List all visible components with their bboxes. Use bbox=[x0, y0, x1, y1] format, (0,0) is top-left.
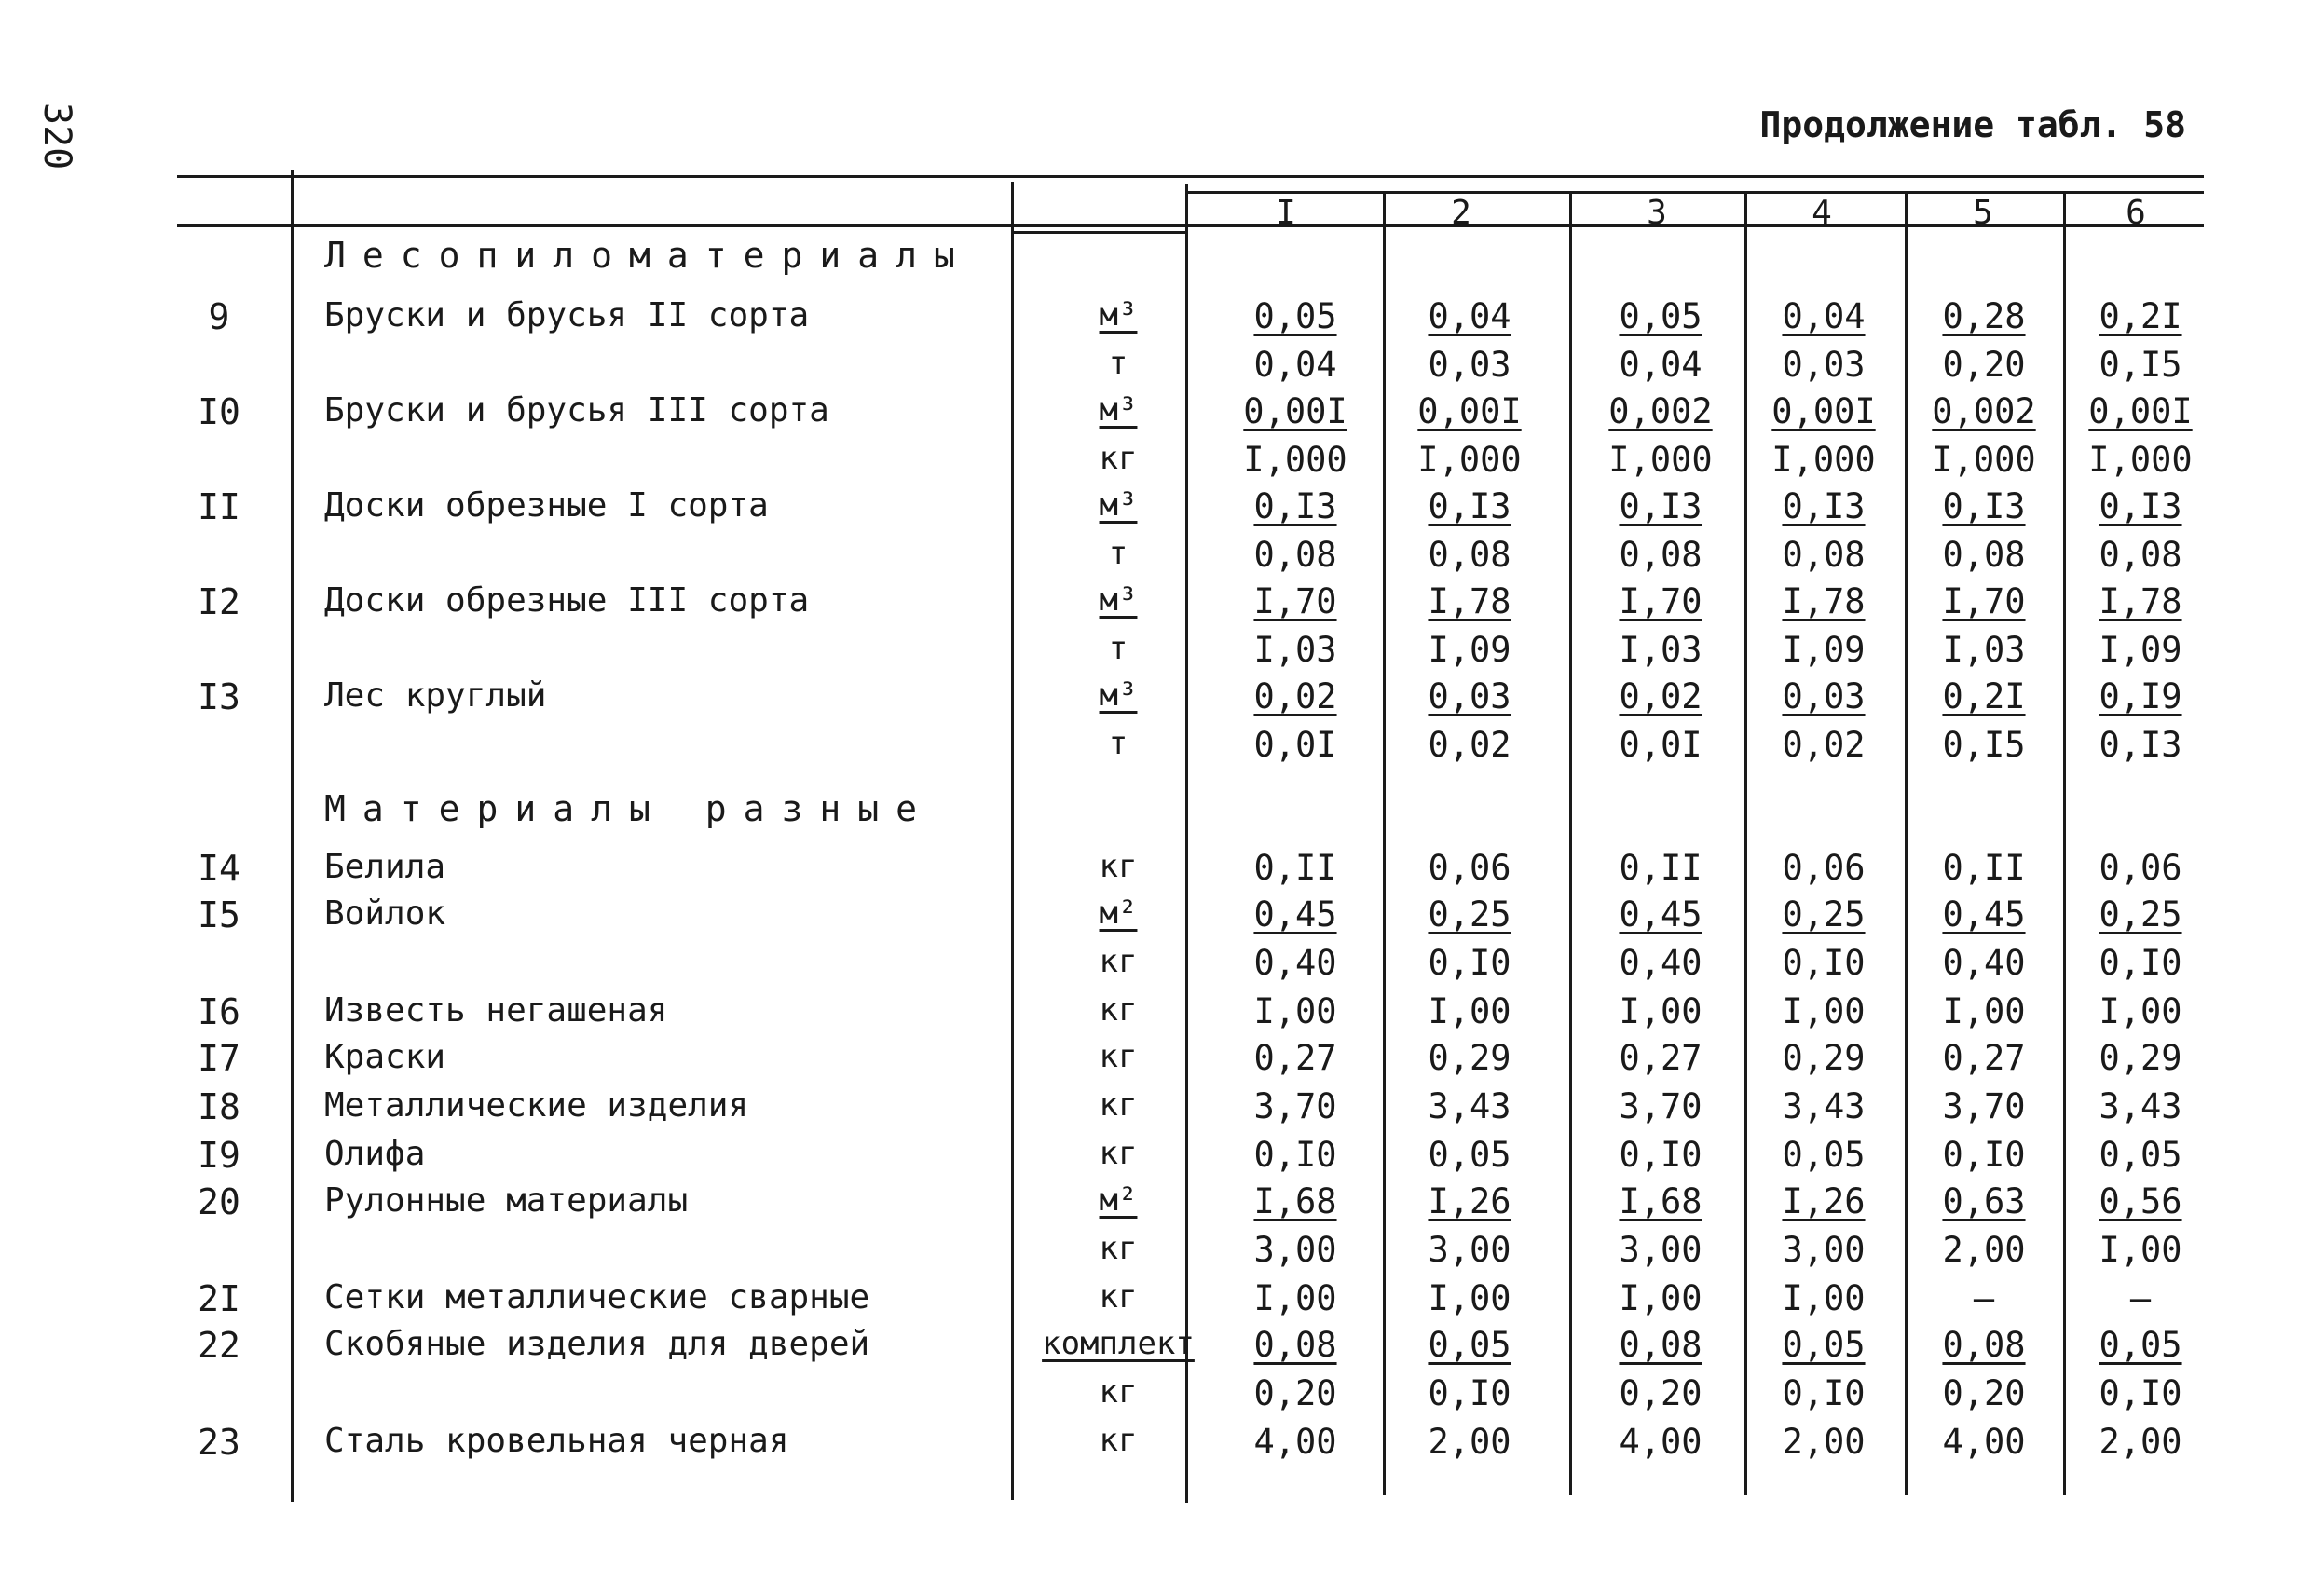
unit-cell: кг bbox=[1099, 440, 1138, 477]
value-cell: 0,04 bbox=[1253, 345, 1337, 385]
value-cell: 0,03 bbox=[1782, 345, 1866, 385]
table-row bbox=[0, 676, 2311, 723]
value-cell: I,00 bbox=[2099, 1230, 2182, 1270]
table-row bbox=[0, 1181, 2311, 1228]
value-cell: 0,0I bbox=[1619, 725, 1702, 765]
value-cell: 0,00I bbox=[2088, 391, 2193, 431]
value-cell: 0,I0 bbox=[1428, 1373, 1511, 1413]
value-cell: 3,43 bbox=[2099, 1086, 2182, 1126]
row-number: 9 bbox=[208, 296, 230, 337]
unit-cell: т bbox=[1108, 725, 1128, 762]
value-cell: I,00 bbox=[1782, 1278, 1866, 1318]
row-number: I2 bbox=[198, 581, 240, 622]
value-cell: I,09 bbox=[2099, 630, 2182, 670]
col-header-6: 6 bbox=[2126, 194, 2146, 232]
value-cell: 0,45 bbox=[1619, 894, 1702, 934]
value-cell: I,00 bbox=[1428, 991, 1511, 1031]
value-cell: 0,06 bbox=[1782, 848, 1866, 888]
value-cell: 0,63 bbox=[1942, 1181, 2026, 1221]
value-cell: 3,00 bbox=[1782, 1230, 1866, 1270]
row-number: I0 bbox=[198, 391, 240, 432]
value-cell: I,78 bbox=[1428, 581, 1511, 621]
value-cell: I,68 bbox=[1619, 1181, 1702, 1221]
value-cell: 0,20 bbox=[1619, 1373, 1702, 1413]
value-cell: 0,0I bbox=[1253, 725, 1337, 765]
value-cell: – bbox=[2129, 1278, 2152, 1318]
value-cell: I,000 bbox=[1417, 440, 1522, 480]
value-cell: 0,05 bbox=[1428, 1325, 1511, 1365]
value-cell: I,000 bbox=[1932, 440, 2036, 480]
row-number: 20 bbox=[198, 1181, 240, 1222]
value-cell: 4,00 bbox=[1253, 1422, 1337, 1462]
value-cell: 0,00I bbox=[1243, 391, 1347, 431]
material-name: Белила bbox=[324, 848, 446, 886]
unit-cell: кг bbox=[1099, 1038, 1138, 1075]
unit-cell: комплект bbox=[1042, 1325, 1195, 1362]
value-cell: I,68 bbox=[1253, 1181, 1337, 1221]
value-cell: 0,05 bbox=[2099, 1325, 2182, 1365]
value-cell: 0,08 bbox=[1428, 535, 1511, 575]
material-name: Металлические изделия bbox=[324, 1086, 749, 1125]
unit-cell: м³ bbox=[1099, 581, 1138, 619]
table-row bbox=[0, 1278, 2311, 1325]
table-row bbox=[0, 296, 2311, 343]
table-row bbox=[0, 630, 2311, 676]
unit-cell: м³ bbox=[1099, 391, 1138, 429]
value-cell: I,000 bbox=[2088, 440, 2193, 480]
row-number: I7 bbox=[198, 1038, 240, 1079]
table-row bbox=[0, 1422, 2311, 1468]
value-cell: I,00 bbox=[1942, 991, 2026, 1031]
value-cell: 0,05 bbox=[1428, 1135, 1511, 1175]
unit-cell: кг bbox=[1099, 1135, 1138, 1172]
value-cell: 0,20 bbox=[1942, 1373, 2026, 1413]
table-row bbox=[0, 486, 2311, 533]
table-row bbox=[0, 345, 2311, 391]
value-cell: 0,45 bbox=[1942, 894, 2026, 934]
value-cell: 0,08 bbox=[1782, 535, 1866, 575]
value-cell: 0,I3 bbox=[1942, 486, 2026, 526]
material-name: Войлок bbox=[324, 894, 446, 933]
value-cell: 0,27 bbox=[1942, 1038, 2026, 1078]
value-cell: I,26 bbox=[1428, 1181, 1511, 1221]
table-row bbox=[0, 1325, 2311, 1371]
unit-cell: т bbox=[1108, 345, 1128, 382]
row-number: I4 bbox=[198, 848, 240, 889]
value-cell: 3,00 bbox=[1253, 1230, 1337, 1270]
value-cell: I,09 bbox=[1428, 630, 1511, 670]
value-cell: 3,00 bbox=[1428, 1230, 1511, 1270]
value-cell: 0,08 bbox=[1942, 535, 2026, 575]
value-cell: 0,04 bbox=[1782, 296, 1866, 336]
row-number: 22 bbox=[198, 1325, 240, 1366]
section-title-lumber: Лесопиломатериалы bbox=[324, 235, 972, 276]
row-number: 2I bbox=[198, 1278, 240, 1319]
value-cell: 2,00 bbox=[1782, 1422, 1866, 1462]
value-cell: 0,I0 bbox=[1942, 1135, 2026, 1175]
continuation-title: Продолжение табл. 58 bbox=[1759, 104, 2186, 145]
value-cell: 0,40 bbox=[1942, 943, 2026, 983]
table-row bbox=[0, 1373, 2311, 1420]
value-cell: 0,I0 bbox=[1619, 1135, 1702, 1175]
row-number: II bbox=[198, 486, 240, 527]
value-cell: 0,I0 bbox=[2099, 1373, 2182, 1413]
page-number: 320 bbox=[35, 102, 78, 171]
value-cell: 0,2I bbox=[2099, 296, 2182, 336]
value-cell: 0,03 bbox=[1428, 345, 1511, 385]
value-cell: 0,I3 bbox=[2099, 725, 2182, 765]
value-cell: I,00 bbox=[1428, 1278, 1511, 1318]
value-cell: 0,06 bbox=[2099, 848, 2182, 888]
value-cell: I,00 bbox=[1619, 1278, 1702, 1318]
value-cell: 0,I3 bbox=[1619, 486, 1702, 526]
material-name: Бруски и брусья II сорта bbox=[324, 296, 810, 334]
value-cell: 0,I0 bbox=[1782, 1373, 1866, 1413]
table-row bbox=[0, 440, 2311, 486]
value-cell: 0,I0 bbox=[2099, 943, 2182, 983]
unit-cell: кг bbox=[1099, 1278, 1138, 1316]
value-cell: I,70 bbox=[1253, 581, 1337, 621]
value-cell: 2,00 bbox=[2099, 1422, 2182, 1462]
col-header-2: 2 bbox=[1451, 194, 1471, 232]
value-cell: I,000 bbox=[1771, 440, 1876, 480]
value-cell: – bbox=[1973, 1278, 1995, 1318]
value-cell: I,00 bbox=[1253, 1278, 1337, 1318]
material-name: Лес круглый bbox=[324, 676, 547, 715]
value-cell: 0,03 bbox=[1782, 676, 1866, 716]
table-row bbox=[0, 991, 2311, 1038]
unit-cell: м³ bbox=[1099, 676, 1138, 714]
value-cell: 0,00I bbox=[1417, 391, 1522, 431]
value-cell: 3,43 bbox=[1428, 1086, 1511, 1126]
value-cell: 0,25 bbox=[1782, 894, 1866, 934]
unit-cell: кг bbox=[1099, 1373, 1138, 1411]
value-cell: 3,43 bbox=[1782, 1086, 1866, 1126]
header-bottom-rule bbox=[177, 224, 2204, 227]
value-cell: I,03 bbox=[1619, 630, 1702, 670]
value-cell: I,70 bbox=[1619, 581, 1702, 621]
value-cell: 0,02 bbox=[1253, 676, 1337, 716]
value-cell: 0,27 bbox=[1619, 1038, 1702, 1078]
value-cell: I,03 bbox=[1942, 630, 2026, 670]
section-header-rule bbox=[1011, 231, 1188, 234]
unit-cell: м³ bbox=[1099, 486, 1138, 524]
value-cell: 4,00 bbox=[1942, 1422, 2026, 1462]
material-name: Олифа bbox=[324, 1135, 426, 1173]
value-cell: 0,08 bbox=[2099, 535, 2182, 575]
value-cell: 0,25 bbox=[1428, 894, 1511, 934]
value-cell: I,00 bbox=[1253, 991, 1337, 1031]
value-cell: I,00 bbox=[2099, 991, 2182, 1031]
table-row bbox=[0, 943, 2311, 989]
table-top-rule bbox=[177, 175, 2204, 178]
unit-cell: кг bbox=[1099, 848, 1138, 885]
value-cell: I,000 bbox=[1608, 440, 1713, 480]
value-cell: 3,00 bbox=[1619, 1230, 1702, 1270]
value-cell: 0,I5 bbox=[2099, 345, 2182, 385]
value-cell: 0,25 bbox=[2099, 894, 2182, 934]
value-cell: 0,02 bbox=[1782, 725, 1866, 765]
value-cell: I,78 bbox=[1782, 581, 1866, 621]
value-cell: 0,05 bbox=[2099, 1135, 2182, 1175]
col-header-5: 5 bbox=[1973, 194, 1993, 232]
row-number: I6 bbox=[198, 991, 240, 1032]
value-cell: 0,I9 bbox=[2099, 676, 2182, 716]
value-cell: 0,05 bbox=[1619, 296, 1702, 336]
unit-cell: кг bbox=[1099, 1422, 1138, 1459]
table-row bbox=[0, 1086, 2311, 1133]
value-cell: 0,04 bbox=[1428, 296, 1511, 336]
unit-cell: кг bbox=[1099, 1230, 1138, 1267]
col-header-1: I bbox=[1276, 194, 1296, 232]
table-row bbox=[0, 581, 2311, 628]
value-cell: 0,40 bbox=[1253, 943, 1337, 983]
value-cell: 0,I0 bbox=[1782, 943, 1866, 983]
row-number: I8 bbox=[198, 1086, 240, 1127]
material-name: Бруски и брусья III сорта bbox=[324, 391, 829, 430]
value-cell: I,26 bbox=[1782, 1181, 1866, 1221]
value-cell: 0,I3 bbox=[2099, 486, 2182, 526]
value-cell: I,78 bbox=[2099, 581, 2182, 621]
value-cell: 0,05 bbox=[1782, 1135, 1866, 1175]
value-cell: 0,002 bbox=[1608, 391, 1713, 431]
value-cell: 3,70 bbox=[1253, 1086, 1337, 1126]
material-name: Доски обрезные I сорта bbox=[324, 486, 769, 525]
col-header-3: 3 bbox=[1647, 194, 1667, 232]
value-cell: 0,I0 bbox=[1253, 1135, 1337, 1175]
table-row bbox=[0, 1230, 2311, 1276]
unit-cell: м² bbox=[1099, 1181, 1138, 1219]
value-cell: 0,08 bbox=[1942, 1325, 2026, 1365]
value-cell: 4,00 bbox=[1619, 1422, 1702, 1462]
material-name: Краски bbox=[324, 1038, 446, 1076]
value-cell: 0,29 bbox=[2099, 1038, 2182, 1078]
value-cell: 0,20 bbox=[1942, 345, 2026, 385]
value-cell: 0,II bbox=[1942, 848, 2026, 888]
table-row bbox=[0, 894, 2311, 941]
value-cell: 0,08 bbox=[1619, 535, 1702, 575]
value-cell: 0,05 bbox=[1782, 1325, 1866, 1365]
value-cell: 0,29 bbox=[1782, 1038, 1866, 1078]
value-cell: 0,I5 bbox=[1942, 725, 2026, 765]
value-cell: 0,2I bbox=[1942, 676, 2026, 716]
value-cell: 0,02 bbox=[1619, 676, 1702, 716]
unit-cell: т bbox=[1108, 630, 1128, 667]
value-cell: 0,40 bbox=[1619, 943, 1702, 983]
value-cell: 0,II bbox=[1253, 848, 1337, 888]
table-row bbox=[0, 535, 2311, 581]
value-cell: 0,II bbox=[1619, 848, 1702, 888]
value-cell: 0,28 bbox=[1942, 296, 2026, 336]
col-header-4: 4 bbox=[1812, 194, 1832, 232]
row-number: 23 bbox=[198, 1422, 240, 1463]
value-cell: 0,I3 bbox=[1428, 486, 1511, 526]
material-name: Доски обрезные III сорта bbox=[324, 581, 810, 620]
section-title-misc: Материалы разные bbox=[324, 788, 935, 829]
row-number: I3 bbox=[198, 676, 240, 717]
table-row bbox=[0, 391, 2311, 438]
value-cell: 0,03 bbox=[1428, 676, 1511, 716]
value-cell: 0,56 bbox=[2099, 1181, 2182, 1221]
table-row bbox=[0, 1135, 2311, 1181]
table-row bbox=[0, 725, 2311, 771]
value-cell: 2,00 bbox=[1942, 1230, 2026, 1270]
value-cell: I,000 bbox=[1243, 440, 1347, 480]
value-cell: 2,00 bbox=[1428, 1422, 1511, 1462]
table-row bbox=[0, 848, 2311, 894]
value-cell: 0,20 bbox=[1253, 1373, 1337, 1413]
material-name: Сталь кровельная черная bbox=[324, 1422, 789, 1460]
material-name: Рулонные материалы bbox=[324, 1181, 689, 1220]
unit-cell: кг bbox=[1099, 1086, 1138, 1124]
material-name: Известь негашеная bbox=[324, 991, 668, 1030]
value-cell: 0,27 bbox=[1253, 1038, 1337, 1078]
value-cell: 0,00I bbox=[1771, 391, 1876, 431]
value-cell: I,70 bbox=[1942, 581, 2026, 621]
unit-cell: м³ bbox=[1099, 296, 1138, 334]
row-number: I5 bbox=[198, 894, 240, 935]
value-cell: 0,08 bbox=[1253, 535, 1337, 575]
unit-cell: т bbox=[1108, 535, 1128, 572]
value-cell: 0,I3 bbox=[1782, 486, 1866, 526]
value-cell: 3,70 bbox=[1942, 1086, 2026, 1126]
value-cell: 0,002 bbox=[1932, 391, 2036, 431]
table-row bbox=[0, 1038, 2311, 1084]
value-cell: 0,I0 bbox=[1428, 943, 1511, 983]
value-cell: I,00 bbox=[1619, 991, 1702, 1031]
value-cell: 0,06 bbox=[1428, 848, 1511, 888]
value-cell: 0,05 bbox=[1253, 296, 1337, 336]
unit-cell: м² bbox=[1099, 894, 1138, 932]
value-cell: 0,02 bbox=[1428, 725, 1511, 765]
value-cell: I,00 bbox=[1782, 991, 1866, 1031]
value-cell: 0,29 bbox=[1428, 1038, 1511, 1078]
value-cell: I,03 bbox=[1253, 630, 1337, 670]
material-name: Сетки металлические сварные bbox=[324, 1278, 870, 1316]
row-number: I9 bbox=[198, 1135, 240, 1176]
value-cell: 0,08 bbox=[1619, 1325, 1702, 1365]
value-cell: 3,70 bbox=[1619, 1086, 1702, 1126]
value-cell: 0,04 bbox=[1619, 345, 1702, 385]
unit-cell: кг bbox=[1099, 943, 1138, 980]
value-cell: 0,I3 bbox=[1253, 486, 1337, 526]
unit-cell: кг bbox=[1099, 991, 1138, 1029]
value-cell: 0,08 bbox=[1253, 1325, 1337, 1365]
material-name: Скобяные изделия для дверей bbox=[324, 1325, 870, 1363]
value-cell: 0,45 bbox=[1253, 894, 1337, 934]
value-cell: I,09 bbox=[1782, 630, 1866, 670]
